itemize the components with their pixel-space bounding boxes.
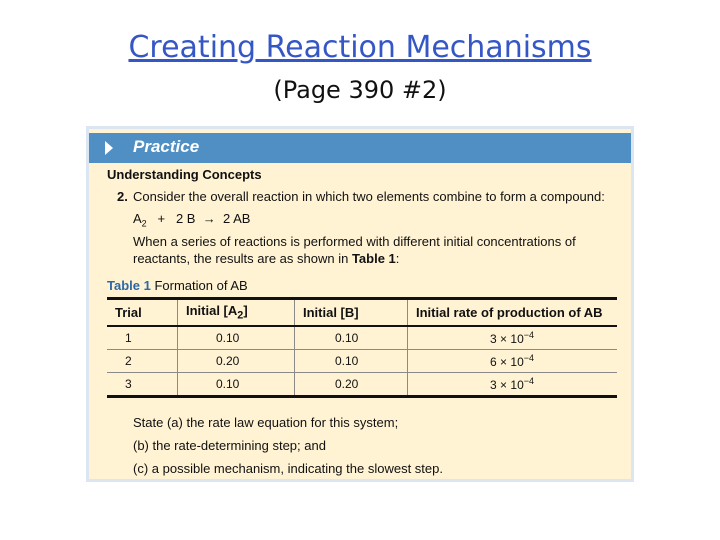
header-trial: Trial: [107, 299, 178, 327]
rate-times: ×: [500, 355, 508, 369]
cell-a2: 0.20: [178, 350, 295, 373]
reactant-b: 2 B: [175, 211, 196, 226]
rate-base: 10: [510, 332, 524, 346]
cell-trial: 3: [107, 373, 178, 397]
cell-b: 0.10: [295, 350, 408, 373]
rate-coefficient: 3: [490, 332, 497, 346]
rate-base: 10: [510, 355, 524, 369]
reaction-arrow: →: [202, 211, 216, 226]
question-text: Consider the overall reaction in which two elements combine to form a compound:: [133, 189, 605, 204]
rate-exponent: −4: [523, 330, 535, 340]
table-label: Table 1: [107, 278, 151, 293]
table-reference: Table 1: [351, 251, 396, 266]
header-initial-b: Initial [B]: [295, 299, 408, 327]
prompt-c: (c) a possible mechanism, indicating the slowest step.: [133, 461, 443, 476]
cell-rate: [408, 373, 618, 397]
paragraph-line-2-text: reactants, the results are as shown in: [133, 251, 352, 266]
reactant-a-subscript: 2: [141, 218, 147, 229]
table-caption-text: Formation of AB: [150, 278, 248, 293]
paragraph-line-2-end: :: [395, 251, 400, 266]
practice-banner: [89, 133, 631, 163]
cell-trial: 2: [107, 350, 178, 373]
question-paragraph: [133, 233, 603, 267]
slide-title: Creating Reaction Mechanisms: [128, 30, 592, 65]
cell-a2: 0.10: [178, 373, 295, 397]
prompt-b: (b) the rate-determining step; and: [133, 438, 326, 453]
rate-times: ×: [500, 378, 508, 392]
plus-sign: +: [157, 211, 166, 226]
practice-banner-label: Practice: [133, 137, 200, 156]
triangle-right-icon: [105, 141, 113, 155]
rate-exponent: −4: [523, 376, 535, 386]
header-a2-sub: 2: [237, 309, 244, 322]
header-rate: Initial rate of production of AB: [408, 299, 618, 327]
formation-table: [107, 297, 617, 398]
question-prompts: [133, 411, 443, 480]
reactant-a: A: [133, 211, 142, 226]
header-initial-a2: [178, 299, 295, 327]
reaction-equation: [133, 211, 250, 229]
product: 2 AB: [222, 211, 251, 226]
rate-base: 10: [510, 378, 524, 392]
cell-trial: 1: [107, 326, 178, 350]
rate-coefficient: 6: [490, 355, 497, 369]
cell-b: 0.20: [295, 373, 408, 397]
paragraph-line-1: When a series of reactions is performed with different initial concentrations of: [133, 234, 576, 249]
rate-exponent: −4: [523, 353, 535, 363]
table-caption: [107, 278, 248, 293]
rate-times: ×: [500, 332, 508, 346]
header-a2-suffix: ]: [243, 303, 248, 319]
practice-panel: [86, 126, 634, 482]
table-row: [107, 373, 617, 397]
table-row: [107, 350, 617, 373]
question-number: 2.: [117, 189, 128, 204]
header-a2-prefix: Initial [A: [186, 303, 238, 319]
slide-subtitle: (Page 390 #2): [273, 76, 447, 104]
section-heading: Understanding Concepts: [107, 167, 262, 182]
cell-rate: [408, 326, 618, 350]
paragraph-line-2: [133, 250, 603, 267]
table-header-row: [107, 299, 617, 327]
table-row: [107, 326, 617, 350]
cell-a2: 0.10: [178, 326, 295, 350]
cell-rate: [408, 350, 618, 373]
rate-coefficient: 3: [490, 378, 497, 392]
prompt-a: State (a) the rate law equation for this system;: [133, 415, 399, 430]
cell-b: 0.10: [295, 326, 408, 350]
